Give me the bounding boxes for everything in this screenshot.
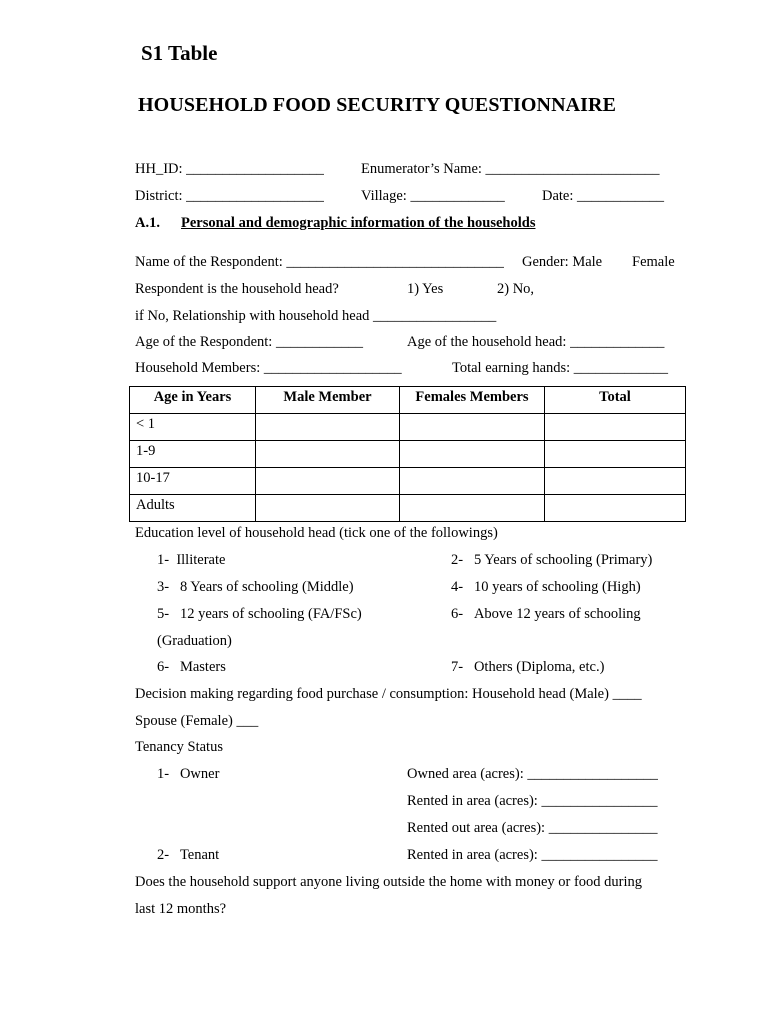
gender-female-option[interactable]: Female — [632, 254, 675, 270]
village-field[interactable]: Village: _____________ — [361, 188, 505, 204]
total-cell[interactable] — [545, 441, 686, 468]
tenancy-owner-option[interactable]: 1- Owner — [157, 766, 220, 782]
section-title: Personal and demographic information of the households — [181, 215, 536, 231]
hh-id-field[interactable]: HH_ID: ___________________ — [135, 161, 324, 177]
relationship-field[interactable]: if No, Relationship with household head _________________ — [135, 308, 497, 324]
is-head-question: Respondent is the household head? — [135, 281, 339, 297]
total-cell[interactable] — [545, 468, 686, 495]
education-question: Education level of household head (tick one of the followings) — [135, 525, 498, 541]
total-cell[interactable] — [545, 414, 686, 441]
table-label: S1 Table — [141, 41, 218, 65]
education-option-others[interactable]: 7- Others (Diploma, etc.) — [451, 659, 605, 675]
education-option-primary[interactable]: 2- 5 Years of schooling (Primary) — [451, 552, 653, 568]
district-field[interactable]: District: ___________________ — [135, 188, 324, 204]
owned-area-field[interactable]: Owned area (acres): __________________ — [407, 766, 658, 782]
male-cell[interactable] — [256, 441, 400, 468]
enumerator-field[interactable]: Enumerator’s Name: ________________________ — [361, 161, 660, 177]
is-head-no-option[interactable]: 2) No, — [497, 281, 535, 297]
column-header: Male Member — [256, 387, 400, 414]
respondent-name-field[interactable]: Name of the Respondent: ______________________________ — [135, 254, 504, 270]
male-cell[interactable] — [256, 468, 400, 495]
education-option-illiterate[interactable]: 1- Illiterate — [157, 552, 226, 568]
household-members-field[interactable]: Household Members: ___________________ — [135, 360, 402, 376]
male-cell[interactable] — [256, 495, 400, 522]
date-field[interactable]: Date: ____________ — [542, 188, 665, 204]
female-cell[interactable] — [400, 468, 545, 495]
earning-hands-field[interactable]: Total earning hands: _____________ — [452, 360, 669, 376]
tenant-rented-in-area-field[interactable]: Rented in area (acres): ________________ — [407, 847, 658, 863]
age-members-table — [129, 386, 686, 522]
decision-spouse-field[interactable]: Spouse (Female) ___ — [135, 713, 259, 729]
respondent-age-field[interactable]: Age of the Respondent: ____________ — [135, 334, 363, 350]
rented-out-area-field[interactable]: Rented out area (acres): _______________ — [407, 820, 658, 836]
support-question: Does the household support anyone living outside the home with money or food during — [135, 874, 643, 890]
page-title: HOUSEHOLD FOOD SECURITY QUESTIONNAIRE — [138, 94, 617, 116]
tenancy-tenant-option[interactable]: 2- Tenant — [157, 847, 220, 863]
education-option-graduation: (Graduation) — [157, 633, 232, 649]
education-option-masters[interactable]: 6- Masters — [157, 659, 226, 675]
education-option-high[interactable]: 4- 10 years of schooling (High) — [451, 579, 641, 595]
age-group-cell: Adults — [130, 495, 256, 522]
table-row — [130, 468, 686, 495]
female-cell[interactable] — [400, 414, 545, 441]
education-option-middle[interactable]: 3- 8 Years of schooling (Middle) — [157, 579, 354, 595]
table-row — [130, 495, 686, 522]
support-question-continued: last 12 months? — [135, 901, 227, 917]
table-row — [130, 441, 686, 468]
table-header-row — [130, 387, 686, 414]
male-cell[interactable] — [256, 414, 400, 441]
education-option-fa-fsc[interactable]: 5- 12 years of schooling (FA/FSc) — [157, 606, 362, 622]
rented-in-area-field[interactable]: Rented in area (acres): ________________ — [407, 793, 658, 809]
female-cell[interactable] — [400, 495, 545, 522]
female-cell[interactable] — [400, 441, 545, 468]
age-group-cell: 10-17 — [130, 468, 256, 495]
column-header: Females Members — [400, 387, 545, 414]
age-group-cell: < 1 — [130, 414, 256, 441]
tenancy-label: Tenancy Status — [135, 739, 223, 755]
column-header: Total — [545, 387, 686, 414]
column-header: Age in Years — [130, 387, 256, 414]
head-age-field[interactable]: Age of the household head: _____________ — [407, 334, 665, 350]
age-group-cell: 1-9 — [130, 441, 256, 468]
gender-male-option[interactable]: Gender: Male — [522, 254, 603, 270]
section-number: A.1. — [135, 215, 160, 231]
education-option-above-12[interactable]: 6- Above 12 years of schooling — [451, 606, 641, 622]
total-cell[interactable] — [545, 495, 686, 522]
table-row — [130, 414, 686, 441]
is-head-yes-option[interactable]: 1) Yes — [407, 281, 444, 297]
decision-making-question[interactable]: Decision making regarding food purchase / consumption: Household head (Male) ____ — [135, 686, 642, 702]
